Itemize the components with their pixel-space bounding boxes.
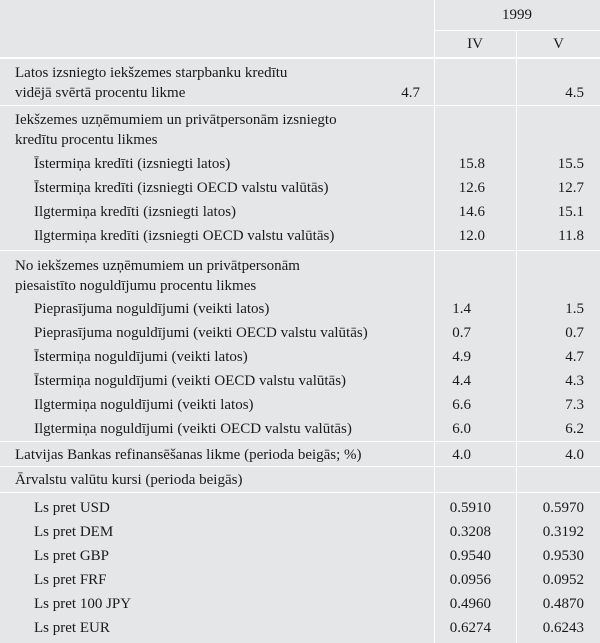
section-1-title-line-2: vidējā svērtā procentu likme [15,85,186,101]
table-cell-iv: 0.3208 [449,524,491,540]
table-cell-v: 0.7 [565,325,584,341]
table-cell-v: 4.3 [565,373,584,389]
section-3-title-line-2: piesaistīto noguldījumu procentu likmes [15,278,257,294]
month-header-iv: IV [467,36,483,52]
table-cell-iv: 15.8 [458,156,485,172]
table-cell-iv: 0.7 [452,325,471,341]
table-row-label: Ls pret USD [34,500,110,516]
table-cell-v: 15.1 [557,204,584,220]
table-cell-v: 0.4870 [542,596,584,612]
section-4-value-v: 4.0 [565,447,584,463]
section-divider [0,105,600,106]
section-divider [0,466,600,467]
table-row-label: Ilgtermiņa kredīti (izsniegti OECD valstu valūtās) [34,228,335,244]
col-divider-1 [434,0,435,643]
table-row-label: Īstermiņa kredīti (izsniegti OECD valstu valūtās) [34,180,329,196]
header-bottom-rule [0,57,600,59]
table-row-label: Ilgtermiņa kredīti (izsniegti latos) [34,204,237,220]
section-4-title: Latvijas Bankas refinansēšanas likme (perioda beigās; %) [15,447,362,463]
table-cell-iv: 6.0 [452,421,471,437]
table-cell-iv: 0.9540 [449,548,491,564]
table-row-label: Ls pret FRF [34,572,107,588]
table-cell-v: 11.8 [558,228,584,244]
section-divider [0,492,600,493]
year-header: 1999 [502,7,532,23]
table-cell-iv: 1.4 [452,301,471,317]
table-cell-v: 15.5 [557,156,584,172]
table-cell-v: 0.6243 [542,620,584,636]
table-cell-iv: 4.9 [452,349,471,365]
table-cell-iv: 4.4 [452,373,471,389]
table-row-label: Īstermiņa noguldījumi (veikti latos) [34,349,248,365]
section-2-title-line-2: kredītu procentu likmes [15,132,158,148]
section-4-value-iv: 4.0 [452,447,471,463]
table-cell-v: 4.7 [565,349,584,365]
table-cell-v: 12.7 [557,180,584,196]
table-row-label: Īstermiņa kredīti (izsniegti latos) [34,156,231,172]
table-row-label: Pieprasījuma noguldījumi (veikti latos) [34,301,270,317]
table-row-label: Ls pret EUR [34,620,110,636]
header-divider [434,30,600,31]
table-cell-v: 0.0952 [542,572,584,588]
table-cell-v: 6.2 [565,421,584,437]
section-divider [0,250,600,251]
col-divider-2 [516,31,517,643]
month-header-v: V [553,36,564,52]
table-cell-iv: 12.0 [458,228,485,244]
table-cell-iv: 0.4960 [449,596,491,612]
table-cell-v: 7.3 [565,397,584,413]
section-divider [0,441,600,442]
table-cell-iv: 12.6 [458,180,485,196]
section-1-title-line-1: Latos izsniegto iekšzemes starpbanku kredītu [15,65,288,81]
table-cell-iv: 0.6274 [449,620,491,636]
table-cell-iv: 0.5910 [449,500,491,516]
table-cell-v: 0.9530 [542,548,584,564]
table-row-label: Pieprasījuma noguldījumi (veikti OECD valstu valūtās) [34,325,368,341]
table-cell-v: 0.3192 [542,524,584,540]
table-cell-iv: 6.6 [452,397,471,413]
section-1-value-iv: 4.7 [401,85,420,101]
table-cell-v: 0.5970 [542,500,584,516]
table-cell-v: 1.5 [565,301,584,317]
table-row-label: Ls pret GBP [34,548,109,564]
table-cell-iv: 0.0956 [449,572,491,588]
section-5-title: Ārvalstu valūtu kursi (perioda beigās) [15,472,243,488]
section-2-title-line-1: Iekšzemes uzņēmumiem un privātpersonām izsniegto [15,112,337,128]
table-row-label: Ls pret DEM [34,524,114,540]
section-3-title-line-1: No iekšzemes uzņēmumiem un privātpersonām [15,258,300,274]
table-cell-iv: 14.6 [458,204,485,220]
table-row-label: Īstermiņa noguldījumi (veikti OECD valstu valūtās) [34,373,347,389]
table-row-label: Ilgtermiņa noguldījumi (veikti latos) [34,397,254,413]
table-row-label: Ilgtermiņa noguldījumi (veikti OECD valstu valūtās) [34,421,352,437]
section-1-value-v: 4.5 [565,85,584,101]
table-row-label: Ls pret 100 JPY [34,596,132,612]
